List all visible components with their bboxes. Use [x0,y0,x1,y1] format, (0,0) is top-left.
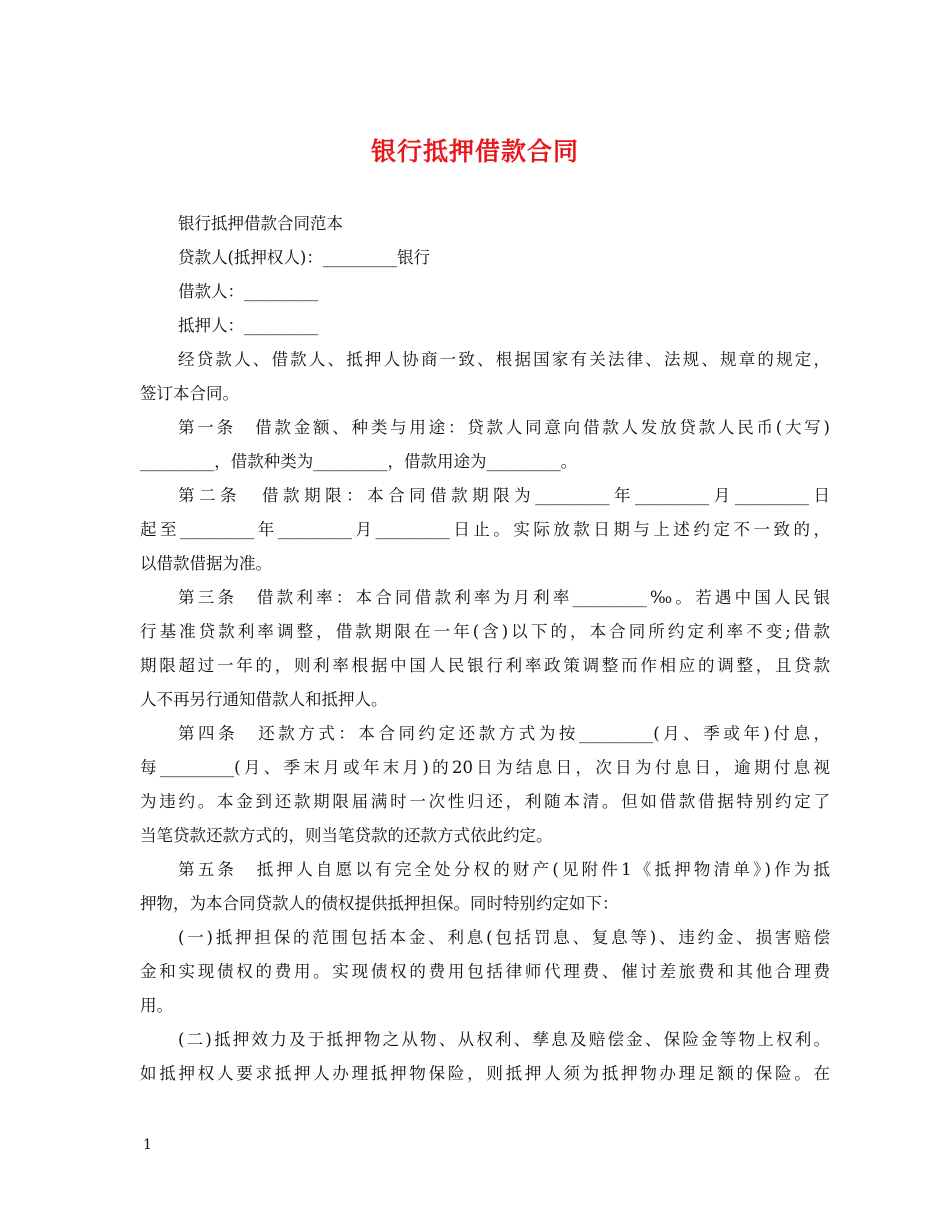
text-line: 抵押人：_________ [178,316,319,335]
text-line: 用。 [140,996,173,1015]
text-line: _________，借款种类为_________，借款用途为_________。 [140,452,578,471]
text-line: 借款人：_________ [178,282,319,301]
text-line: 为违约。本金到还款期限届满时一次性归还，利随本清。但如借款借据特别约定了 [140,792,830,811]
text-line: 以借款借据为准。 [140,554,272,573]
text-line: 第四条 还款方式：本合同约定还款方式为按_________(月、季或年)付息， [178,724,830,743]
text-line: 期限超过一年的，则利率根据中国人民银行利率政策调整而作相应的调整，且贷款 [140,656,830,675]
text-line: 人不再另行通知借款人和抵押人。 [140,690,388,709]
text-line: 金和实现债权的费用。实现债权的费用包括律师代理费、催讨差旅费和其他合理费 [140,962,830,981]
text-line: 签订本合同。 [140,384,239,403]
text-line: 押物，为本合同贷款人的债权提供抵押担保。同时特别约定如下： [140,894,619,913]
page-number: 1 [143,1137,152,1153]
text-line: 经贷款人、借款人、抵押人协商一致、根据国家有关法律、法规、规章的规定， [178,350,830,369]
text-line: 第一条 借款金额、种类与用途：贷款人同意向借款人发放贷款人民币(大写) [178,418,830,437]
text-line: 起至_________年_________月_________日止。实际放款日期与上述约定不一致的， [140,520,830,539]
text-line: (一)抵押担保的范围包括本金、利息(包括罚息、复息等)、违约金、损害赔偿 [178,928,830,947]
text-line: (二)抵押效力及于抵押物之从物、从权利、孳息及赔偿金、保险金等物上权利。 [178,1030,830,1049]
text-line: 行基准贷款利率调整，借款期限在一年(含)以下的，本合同所约定利率不变;借款 [140,622,830,641]
text-line: 第二条 借款期限：本合同借款期限为_________年_________月_________日 [178,486,830,505]
text-line: 第五条 抵押人自愿以有完全处分权的财产(见附件1《抵押物清单》)作为抵 [178,860,830,879]
text-line: 第三条 借款利率：本合同借款利率为月利率_________‰。若遇中国人民银 [178,588,830,607]
text-line: 贷款人(抵押权人)：_________银行 [178,248,431,267]
document-body [140,207,830,1091]
text-line: 如抵押权人要求抵押人办理抵押物保险，则抵押人须为抵押物办理足额的保险。在 [140,1064,830,1083]
text-line: 每_________(月、季末月或年末月)的20日为结息日，次日为付息日，逾期付息视 [140,758,830,777]
text-line: 当笔贷款还款方式的，则当笔贷款的还款方式依此约定。 [140,826,553,845]
text-line: 银行抵押借款合同范本 [178,214,343,233]
document-title: 银行抵押借款合同 [370,137,579,166]
